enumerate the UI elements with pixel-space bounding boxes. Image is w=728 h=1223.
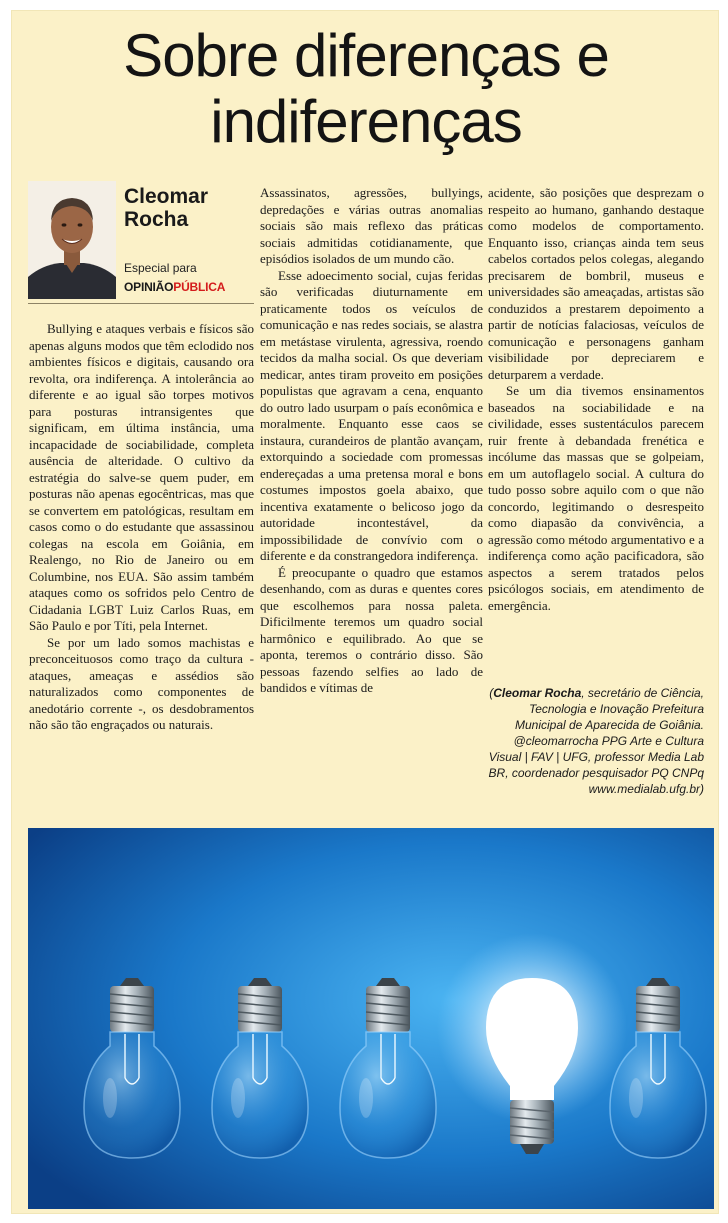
- paragraph: Assassinatos, agressões, bullyings, depredações e várias outras anomalias sociais são mais reflexo das práticas sociais admitidas cotidianamente, que episódios isolados de um mundo cão.: [260, 185, 483, 266]
- column-1: [29, 321, 254, 734]
- light-bulbs-photo: [28, 828, 714, 1209]
- paragraph: Esse adoecimento social, cujas feridas são verificadas diuturnamente em praticamente todos os veículos de comunicação e nas redes sociais, se alastra em metástase virulenta, agressiva, roendo tecidos da malha social. Os que deveriam medicar, antes tiram proveito em posições populistas que agravam a cena, enquanto do outro lado usurpam o país econômica e moralmente. Enquanto esse caos se instaura, curandeiros de plantão avançam, extorquindo a sociedade com promessas endereçadas a uma pretensa moral e bons costumes impostos goela abaixo, que incentiva exatamente o belicoso jogo da autoridade incontestável, da impossibilidade de convívio com o diferente e da constrangedora indiferença.: [260, 267, 483, 563]
- brand-part-2: PÚBLICA: [173, 280, 226, 294]
- column-3: [488, 185, 704, 614]
- paragraph: É preocupante o quadro que estamos desenhando, com as duras e quentes cores que escolhemos para nossa paleta. Dificilmente teremos um quadro social harmônico e equilibrado. Ao que se aponta, teremos o contrário disso. São pessoas fazendo selfies ao lado de bandidos e vítimas de: [260, 564, 483, 695]
- paragraph: Bullying e ataques verbais e físicos são apenas alguns modos que têm eclodido nos ambientes físicos e digitais, causando ora revolta, ora indiferença. A intolerância ao diferente e ao igual são torpes motivos para posturas intransigentes que significam, em última instância, uma incapacidade de sociabilidade, completa ausência de alteridade. O cultivo da estratégia do salve-se quem puder, em posturas não apenas egocêntricas, mas que se convertem em patológicas, resultam em casos como o do estudante que assassinou colegas na escola em Goiânia, em Realengo, no Rio de Janeiro ou em Columbine, nos EUA. São assim também ataques como os sofridos pelo Centro de Cidadania LGBT Luiz Carlos Ruas, em São Paulo e por Títi, pela Internet.: [29, 321, 254, 633]
- credit-text: , secretário de Ciência, Tecnologia e Inovação Prefeitura Municipal de Aparecida de Goiânia. @cleomarrocha PPG Arte e Cultura Visual | FAV | UFG, professor Media Lab BR, coordenador pesquisador PQ CNPq www.medialab.ufg.br): [488, 686, 704, 796]
- column-2: [260, 185, 483, 697]
- special-label: Especial para: [124, 261, 197, 275]
- divider: [28, 303, 254, 304]
- author-credit: [488, 685, 704, 797]
- brand-part-1: OPINIÃO: [124, 280, 174, 294]
- headline-line-2: indiferenças: [210, 88, 522, 155]
- author-box: [28, 181, 254, 304]
- author-name: Cleomar Rocha: [124, 185, 209, 231]
- paragraph: acidente, são posições que desprezam o respeito ao humano, ganhando destaque como modelos de comportamento. Enquanto isso, crianças ainda tem seus cabelos cortados pelos colegas, alegando precisarem de bombril, museus e universidades são ameaçadas, artistas são conduzidos a prestarem depoimento a partir de notícias falaciosas, veículos de comunicação e personagens ganham visibilidade por depreciarem e deturparem a verdade.: [488, 185, 704, 382]
- headline: [12, 23, 720, 155]
- credit-open: (: [489, 686, 494, 700]
- newspaper-page: [11, 10, 719, 1214]
- light-bulbs-illustration: [28, 828, 714, 1209]
- paragraph: Se um dia tivemos ensinamentos baseados na sociabilidade e na civilidade, esses sustentáculos parecem ruir frente à debandada frenética e incólume das massas que se golpeiam, em um autoflagelo social. A cultura do tudo posso sobre aquilo com o que não concordo, legitimando o desrespeito como diapasão da convivência, a agressão como método argumentativo e a indiferença como ação pacificadora, são aspectos a serem tratados pelos psicólogos sociais, em atendimento de emergência.: [488, 383, 704, 613]
- credit-name: Cleomar Rocha: [493, 686, 582, 700]
- author-avatar: [28, 181, 116, 299]
- headline-line-1: Sobre diferenças e: [123, 22, 609, 89]
- paragraph: Se por um lado somos machistas e preconceituosos como traço da cultura - ataques, ameaças e assédios são naturalizados como componentes de anedotário corrente -, os desdobramentos não são tão engraçados ou naturais.: [29, 634, 254, 732]
- section-brand: [124, 280, 225, 294]
